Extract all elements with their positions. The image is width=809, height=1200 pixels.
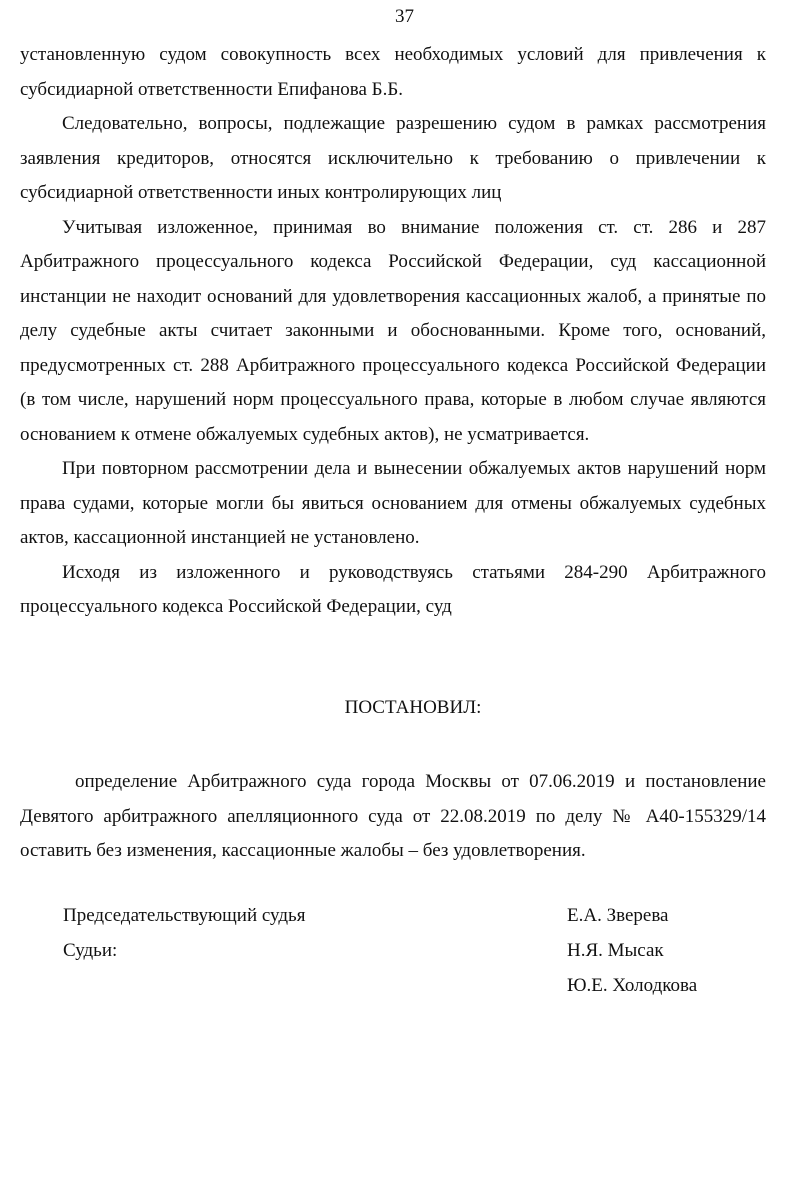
paragraph-continuation: установленную судом совокупность всех необходимых условий для привлечения к субсидиарной ответственности Епифанова Б.Б.: [20, 44, 766, 100]
judge-name-1: Н.Я. Мысак: [567, 940, 664, 961]
presiding-judge-label: Председательствующий судья: [63, 905, 306, 926]
judge-name-2: Ю.Е. Холодкова: [567, 975, 698, 996]
paragraph-considering: Учитывая изложенное, принимая во внимание положения ст. ст. 286 и 287 Арбитражного процессуального кодекса Российской Федерации, суд кассационной инстанции не находит оснований для удовлетворения кассационных жалоб, а принятые по делу судебные акты считает законными и обоснованными. Кроме того, оснований, предусмотренных ст. 288 Арбитражного процессуального кодекса Российской Федерации (в том числе, нарушений норм процессуального права, которые в любом случае являются основанием к отмене обжалуемых судебных актов), не усматривается.: [20, 216, 766, 445]
resolution-text: определение Арбитражного суда города Москвы от 07.06.2019 и постановление Девятого арбитражного апелляционного суда от 22.08.2019 по делу № А40-155329/14 оставить без изменения, кассационные жалобы – без удовлетворения.: [20, 771, 766, 861]
resolution-heading: ПОСТАНОВИЛ:: [344, 697, 482, 718]
document-body: [20, 38, 766, 625]
judges-label: Судьи:: [63, 940, 118, 961]
paragraph-no-violations: При повторном рассмотрении дела и вынесении обжалуемых актов нарушений норм права судами, которые могли бы явиться основанием для отмены обжалуемых судебных актов, кассационной инстанцией не установлено.: [20, 458, 766, 548]
page-number: 37: [395, 6, 414, 27]
paragraph-legal-basis: Исходя из изложенного и руководствуясь статьями 284-290 Арбитражного процессуального кодекса Российской Федерации, суд: [20, 561, 766, 617]
paragraph-questions: Следовательно, вопросы, подлежащие разрешению судом в рамках рассмотрения заявления кредиторов, относятся исключительно к требованию о привлечении к субсидиарной ответственности иных контролирующих лиц: [20, 113, 766, 203]
presiding-judge-name: Е.А. Зверева: [567, 905, 669, 926]
